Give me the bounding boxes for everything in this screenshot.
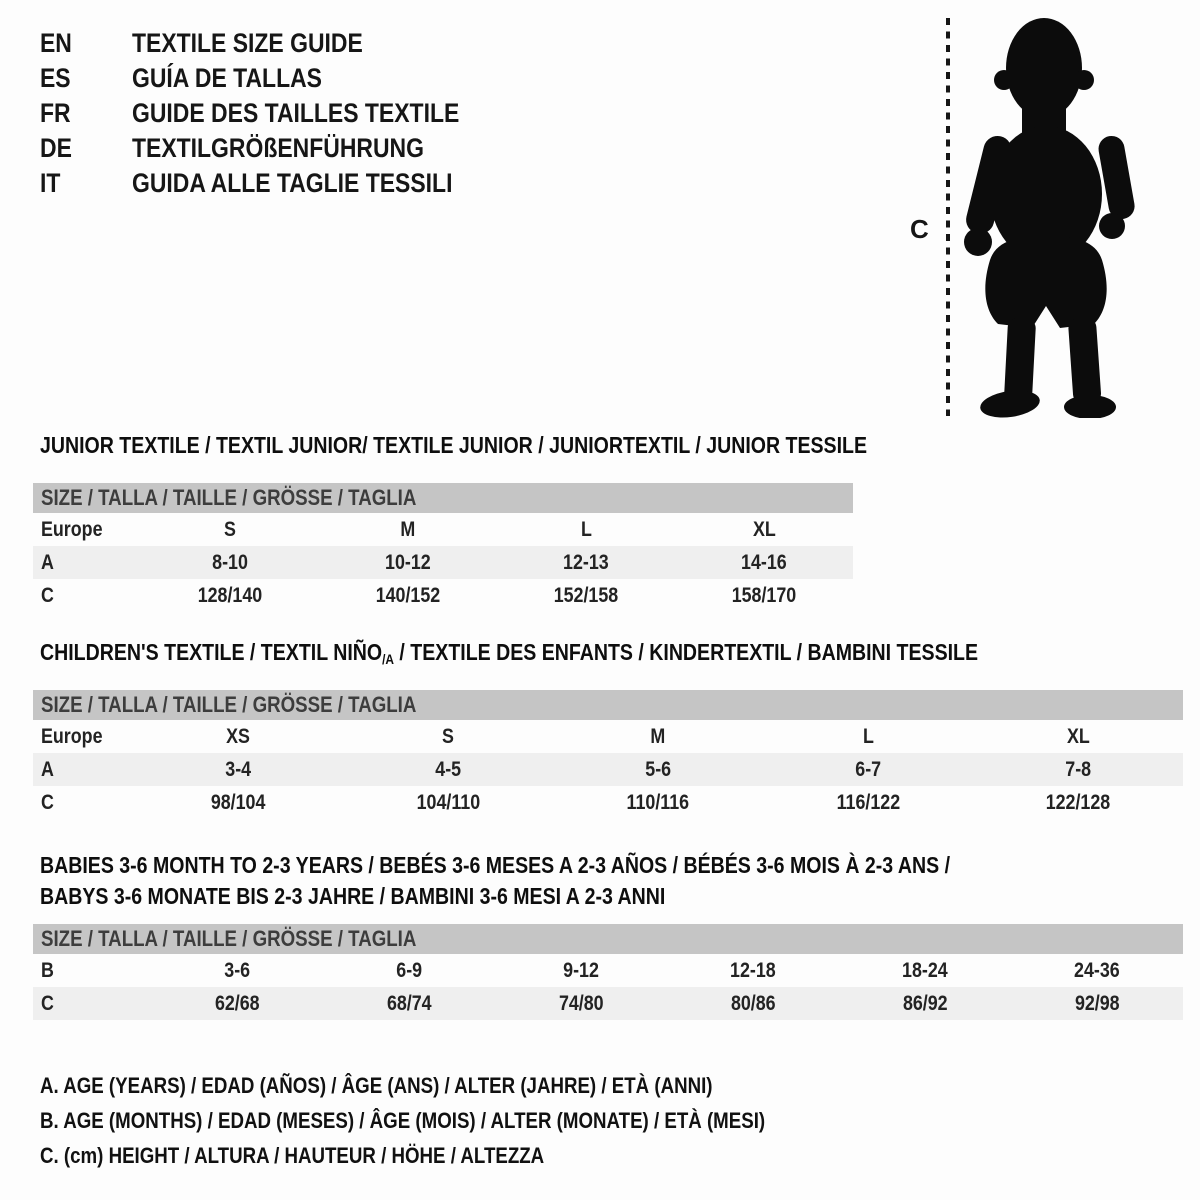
row-label: A [41, 757, 54, 781]
junior-header-row [33, 513, 853, 546]
size-header: L [580, 517, 592, 541]
height-value: 98/104 [210, 790, 266, 814]
height-value: 86/92 [902, 991, 948, 1015]
children-section-title-text: CHILDREN'S TEXTILE / TEXTIL NIÑO/A / TEXTILE DES ENFANTS / KINDERTEXTIL / BAMBINI TESSILE [40, 639, 979, 667]
children-height-row [33, 786, 1183, 819]
age-value: 3-6 [224, 958, 250, 982]
age-value: 18-24 [902, 958, 948, 982]
row-label: C [41, 583, 54, 607]
babies-title-line2: BABYS 3-6 MONATE BIS 2-3 JAHRE / BAMBINI 3-6 MESI A 2-3 ANNI [40, 883, 666, 909]
children-size-band [33, 690, 1183, 720]
height-value: 62/68 [214, 991, 260, 1015]
language-row [40, 131, 517, 166]
language-label: GUIDE DES TAILLES TEXTILE [132, 98, 460, 128]
height-value: 74/80 [558, 991, 604, 1015]
junior-age-row [33, 546, 853, 579]
babies-age-row [33, 954, 1183, 987]
babies-size-band [33, 924, 1183, 954]
height-value: 68/74 [386, 991, 432, 1015]
size-band-label: SIZE / TALLA / TAILLE / GRÖSSE / TAGLIA [41, 926, 417, 951]
height-value: 122/128 [1045, 790, 1111, 814]
size-header: M [650, 724, 666, 748]
language-code: EN [40, 28, 72, 58]
language-code: ES [40, 63, 71, 93]
legend-line-a: A. AGE (YEARS) / EDAD (AÑOS) / ÂGE (ANS) / ALTER (JAHRE) / ETÀ (ANNI) [40, 1073, 713, 1098]
language-list [40, 26, 517, 201]
region-header: Europe [41, 724, 103, 748]
language-row [40, 96, 517, 131]
children-age-row [33, 753, 1183, 786]
age-value: 12-18 [730, 958, 776, 982]
age-value: 9-12 [563, 958, 599, 982]
region-header: Europe [41, 517, 103, 541]
children-header-row [33, 720, 1183, 753]
age-value: 6-7 [855, 757, 881, 781]
height-value: 128/140 [197, 583, 263, 607]
height-value: 80/86 [730, 991, 776, 1015]
row-label: C [41, 991, 54, 1015]
size-header: XL [752, 517, 776, 541]
row-label: A [41, 550, 54, 574]
language-row [40, 166, 517, 201]
language-label: TEXTILGRÖßENFÜHRUNG [132, 133, 424, 163]
language-row [40, 61, 517, 96]
age-value: 10-12 [385, 550, 431, 574]
age-value: 8-10 [212, 550, 248, 574]
junior-size-band [33, 483, 853, 513]
age-value: 7-8 [1065, 757, 1091, 781]
height-value: 104/110 [416, 790, 480, 814]
language-code: FR [40, 98, 71, 128]
height-value: 110/116 [626, 790, 690, 814]
height-measure-label: C [910, 214, 929, 244]
babies-title-line1: BABIES 3-6 MONTH TO 2-3 YEARS / BEBÉS 3-6 MESES A 2-3 AÑOS / BÉBÉS 3-6 MOIS À 2-3 ANS / [40, 852, 951, 878]
junior-section-title [40, 432, 1013, 458]
age-value: 5-6 [645, 757, 671, 781]
row-label: B [41, 958, 54, 982]
babies-height-row [33, 987, 1183, 1020]
size-band-label: SIZE / TALLA / TAILLE / GRÖSSE / TAGLIA [41, 692, 417, 717]
age-value: 14-16 [741, 550, 787, 574]
language-code: DE [40, 133, 72, 163]
junior-size-table [33, 483, 853, 612]
height-value: 152/158 [553, 583, 619, 607]
height-measure-dashed-line [944, 16, 952, 418]
legend-line-c: C. (cm) HEIGHT / ALTURA / HAUTEUR / HÖHE / ALTEZZA [40, 1143, 545, 1168]
row-label: C [41, 790, 54, 814]
size-header: M [400, 517, 416, 541]
size-header: S [442, 724, 454, 748]
children-size-table [33, 690, 1183, 819]
language-label: GUÍA DE TALLAS [132, 63, 322, 93]
height-value: 116/122 [836, 790, 900, 814]
language-code: IT [40, 168, 61, 198]
junior-section-title-text: JUNIOR TEXTILE / TEXTIL JUNIOR/ TEXTILE JUNIOR / JUNIORTEXTIL / JUNIOR TESSILE [40, 432, 868, 458]
height-value: 158/170 [731, 583, 797, 607]
legend-line-b: B. AGE (MONTHS) / EDAD (MESES) / ÂGE (MOIS) / ALTER (MONATE) / ETÀ (MESI) [40, 1108, 766, 1133]
size-band-label: SIZE / TALLA / TAILLE / GRÖSSE / TAGLIA [41, 485, 417, 510]
junior-height-row [33, 579, 853, 612]
height-value: 140/152 [375, 583, 441, 607]
children-section-title [40, 639, 1144, 672]
babies-section-title [40, 850, 1111, 912]
size-header: L [862, 724, 874, 748]
age-value: 3-4 [225, 757, 251, 781]
age-value: 24-36 [1074, 958, 1120, 982]
measure-legend [40, 1068, 893, 1173]
babies-size-table [33, 924, 1183, 1020]
size-header: XL [1066, 724, 1090, 748]
size-header: XS [226, 724, 250, 748]
toddler-silhouette-icon [962, 14, 1142, 418]
size-header: S [224, 517, 236, 541]
language-label: TEXTILE SIZE GUIDE [132, 28, 363, 58]
age-value: 12-13 [563, 550, 609, 574]
height-value: 92/98 [1074, 991, 1120, 1015]
age-value: 6-9 [396, 958, 422, 982]
language-row [40, 26, 517, 61]
age-value: 4-5 [435, 757, 461, 781]
language-label: GUIDA ALLE TAGLIE TESSILI [132, 168, 453, 198]
